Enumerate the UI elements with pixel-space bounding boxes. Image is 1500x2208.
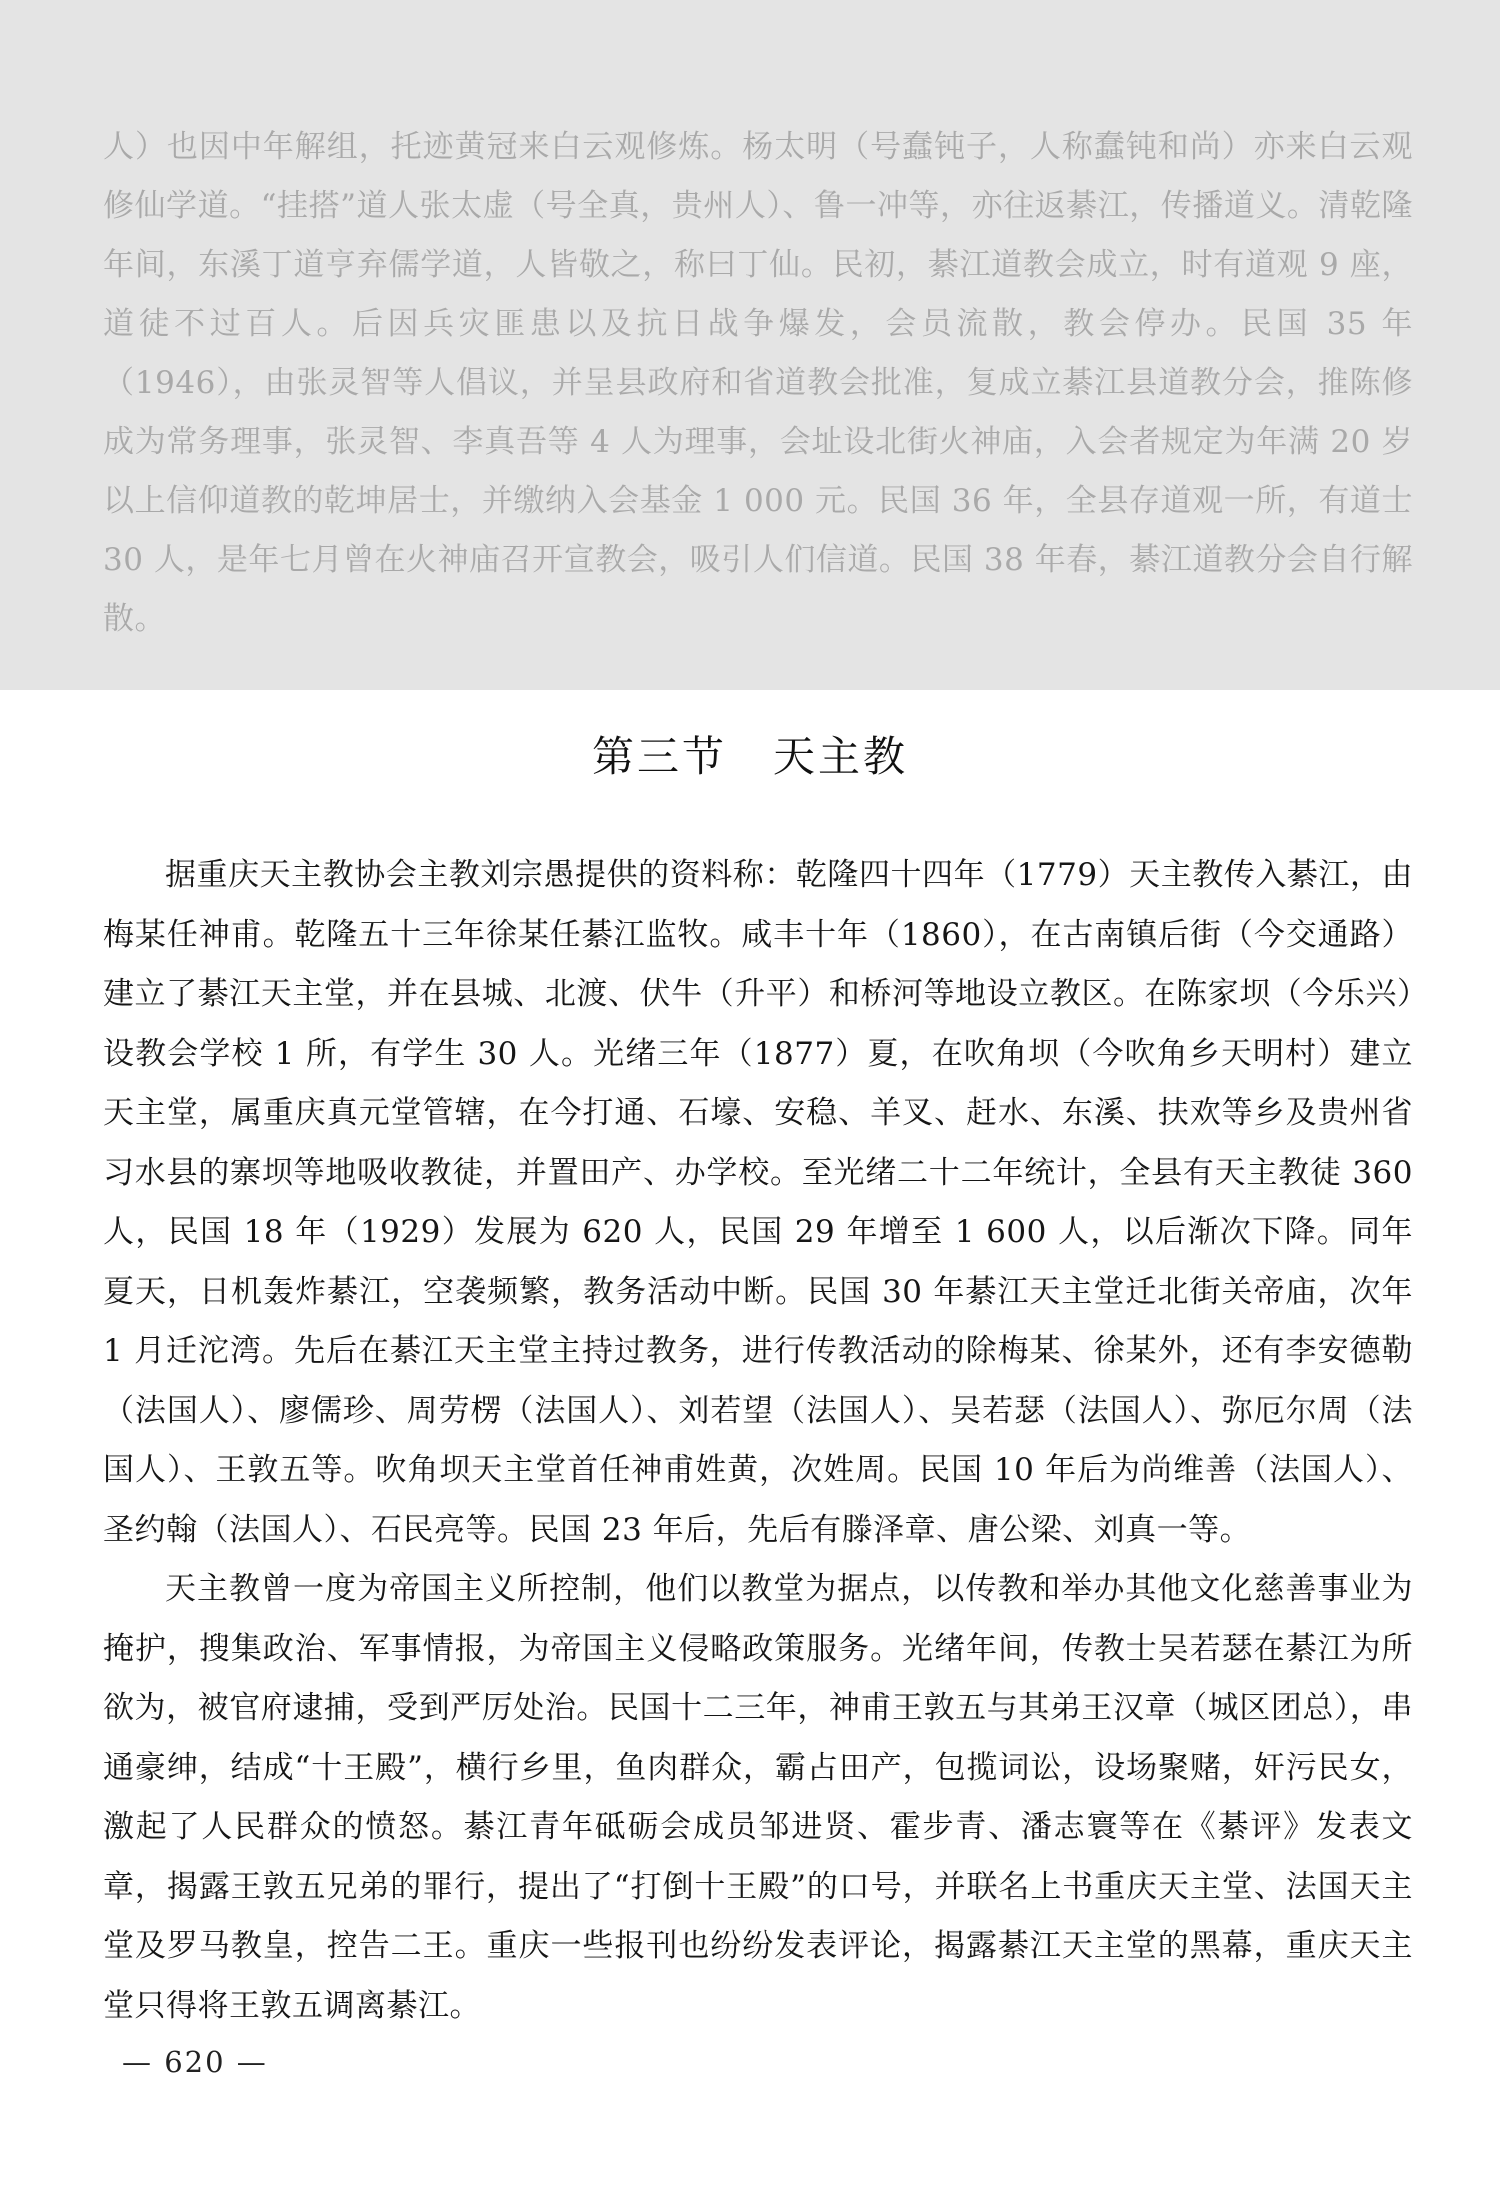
section-body — [103, 846, 1413, 2036]
section-number: 第三节 — [591, 732, 727, 781]
paragraph: 天主教曾一度为帝国主义所控制，他们以教堂为据点，以传教和举办其他文化慈善事业为掩护，搜集政治、军事情报，为帝国主义侵略政策服务。光绪年间，传教士吴若瑟在綦江为所欲为，被官府逮捕，受到严厉处治。民国十二三年，神甫王敦五与其弟王汉章（城区团总），串通豪绅，结成“十王殿”，横行乡里，鱼肉群众，霸占田产，包揽词讼，设场聚赌，奸污民女，激起了人民群众的愤怒。綦江青年砥砺会成员邹进贤、霍步青、潘志寰等在《綦评》发表文章，揭露王敦五兄弟的罪行，提出了“打倒十王殿”的口号，并联名上书重庆天主堂、法国天主堂及罗马教皇，控告二王。重庆一些报刊也纷纷发表评论，揭露綦江天主堂的黑幕，重庆天主堂只得将王敦五调离綦江。 — [103, 1571, 1413, 2024]
section-title: 天主教 — [773, 732, 909, 781]
paragraph-taoism: 人）也因中年解组，托迹黄冠来白云观修炼。杨太明（号蠢钝子，人称蠢钝和尚）亦来白云观修仙学道。“挂搭”道人张太虚（号全真，贵州人）、鲁一冲等，亦往返綦江，传播道义。清乾隆年间，东溪丁道亨弃儒学道，人皆敬之，称曰丁仙。民初，綦江道教会成立，时有道观 9 座，道徒不过百人。后因兵灾匪患以及抗日战争爆发，会员流散，教会停办。民国 35 年（1946），由张灵智等人倡议，并呈县政府和省道教会批准，复成立綦江县道教分会，推陈修成为常务理事，张灵智、李真吾等 4 人为理事，会址设北街火神庙，入会者规定为年满 20 岁以上信仰道教的乾坤居士，并缴纳入会基金 1 000 元。民国 36 年，全县存道观一所，有道士 30 人，是年七月曾在火神庙召开宣教会，吸引人们信道。民国 38 年春，綦江道教分会自行解散。 — [103, 129, 1413, 637]
previous-section-text — [103, 118, 1413, 649]
section-heading — [0, 724, 1500, 784]
paragraph: 据重庆天主教协会主教刘宗愚提供的资料称：乾隆四十四年（1779）天主教传入綦江，由梅某任神甫。乾隆五十三年徐某任綦江监牧。咸丰十年（1860），在古南镇后街（今交通路）建立了綦江天主堂，并在县城、北渡、伏牛（升平）和桥河等地设立教区。在陈家坝（今乐兴）设教会学校 1 所，有学生 30 人。光绪三年（1877）夏，在吹角坝（今吹角乡天明村）建立天主堂，属重庆真元堂管辖，在今打通、石壕、安稳、羊叉、赶水、东溪、扶欢等乡及贵州省习水县的寨坝等地吸收教徒，并置田产、办学校。至光绪二十二年统计，全县有天主教徒 360 人，民国 18 年（1929）发展为 620 人，民国 29 年增至 1 600 人，以后渐次下降。同年夏天，日机轰炸綦江，空袭频繁，教务活动中断。民国 30 年綦江天主堂迁北街关帝庙，次年 1 月迁沱湾。先后在綦江天主堂主持过教务，进行传教活动的除梅某、徐某外，还有李安德勒（法国人）、廖儒珍、周劳楞（法国人）、刘若望（法国人）、吴若瑟（法国人）、弥厄尔周（法国人）、王敦五等。吹角坝天主堂首任神甫姓黄，次姓周。民国 10 年后为尚维善（法国人）、圣约翰（法国人）、石民亮等。民国 23 年后，先后有滕泽章、唐公梁、刘真一等。 — [103, 857, 1413, 1548]
page-number: — 620 — — [122, 2045, 268, 2079]
previous-section-highlight — [0, 0, 1500, 690]
